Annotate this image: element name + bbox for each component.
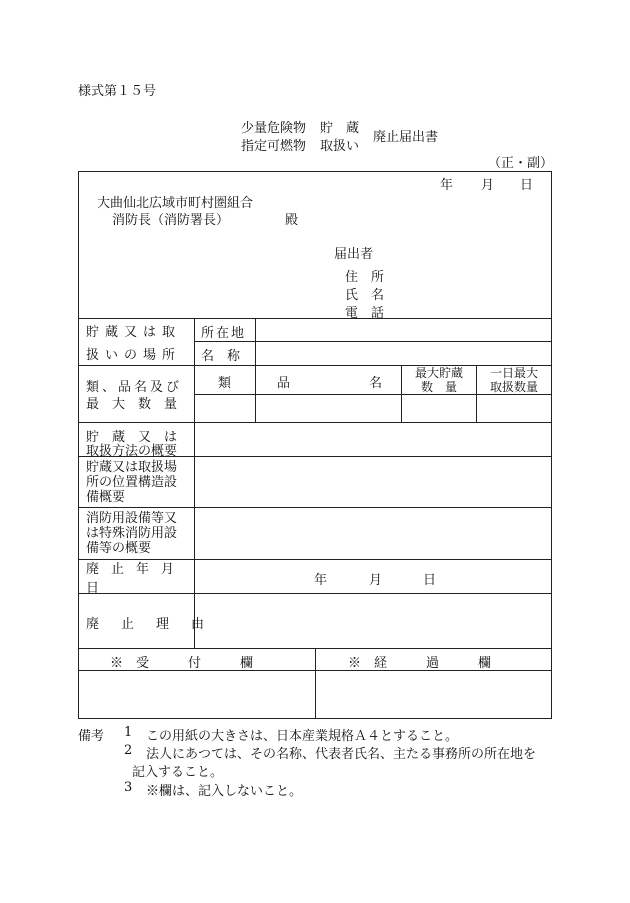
location-address-field[interactable]	[256, 319, 551, 341]
location-name-field[interactable]	[256, 342, 551, 364]
location-address-label: 所在地	[201, 326, 247, 341]
copy-type: （正・副）	[488, 156, 554, 171]
items-label-line2: 最大数量	[86, 397, 191, 412]
note-1-text: この用紙の大きさは、日本産業規格Ａ４とすること。	[146, 729, 459, 744]
header-day: 日	[520, 178, 534, 193]
notifier-address: 住 所	[345, 270, 385, 285]
items-label-line1: 類、品名及び	[86, 380, 183, 395]
fire-label-line1: 消防用設備等又	[86, 511, 178, 526]
structure-label-line3: 備概要	[86, 490, 126, 505]
items-col-daily-line2: 取扱数量	[489, 380, 538, 394]
fire-label-line2: は特殊消防用設	[86, 526, 178, 541]
items-col-daily-line1: 一日最大	[489, 366, 538, 380]
rule	[78, 507, 552, 508]
note-1-num: 1	[124, 725, 133, 740]
structure-label-line2: 所の位置構造設	[86, 475, 178, 490]
items-col-class: 類	[218, 376, 232, 391]
rule	[194, 394, 552, 395]
notifier-name: 氏 名	[345, 288, 385, 303]
title-suffix: 廃止届出書	[373, 130, 439, 145]
items-col-name: 名	[369, 376, 383, 391]
notes-label: 備考	[78, 729, 105, 744]
title-line2-right: 取扱い	[320, 139, 360, 154]
form-number: 様式第１５号	[78, 84, 157, 99]
abolish-date-day: 日	[423, 573, 437, 588]
rule	[194, 318, 195, 648]
reception-header: ※ 受 付 欄	[110, 656, 254, 671]
title-line1-right: 貯 蔵	[320, 121, 360, 136]
location-label-line2: 扱いの場所	[86, 347, 182, 363]
items-col-max-storage-line1: 最大貯蔵	[414, 366, 463, 380]
method-label-line2: 取扱方法の概要	[86, 444, 178, 459]
structure-label-line1: 貯蔵又は取扱場	[86, 460, 178, 475]
abolish-date-month: 月	[369, 573, 383, 588]
note-2-text: 法人にあつては、その名称、代表者氏名、主たる事務所の所在地を	[146, 747, 537, 762]
header-month: 月	[481, 178, 495, 193]
title-line2-left: 指定可燃物	[241, 139, 307, 154]
header-year: 年	[440, 178, 454, 193]
abolish-date-label: 廃止年月日	[86, 562, 187, 596]
notifier-label: 届出者	[334, 247, 374, 262]
rule	[255, 365, 256, 422]
items-col-daily	[477, 366, 551, 394]
structure-label	[86, 460, 177, 505]
items-col-max-storage-line2: 数 量	[420, 380, 457, 394]
fire-label	[86, 511, 177, 556]
rule	[315, 648, 316, 719]
location-label-line1: 貯蔵又は取	[86, 324, 182, 340]
note-3-text: ※欄は、記入しないこと。	[146, 784, 303, 799]
items-col-max-storage	[402, 366, 476, 394]
addressee-honorific: 殿	[285, 213, 299, 228]
notifier-phone: 電 話	[345, 306, 385, 321]
addressee-org: 大曲仙北広域市町村圏組合	[97, 196, 254, 211]
rule	[78, 422, 552, 423]
note-3-num: 3	[124, 780, 133, 795]
items-col-item: 品	[277, 376, 291, 391]
location-name-label: 名 称	[201, 349, 241, 364]
note-2b-text: 記入すること。	[132, 765, 224, 780]
note-2-num: 2	[124, 743, 133, 758]
reason-label: 廃止理由	[86, 617, 227, 632]
addressee-chief: 消防長（消防署長）	[112, 213, 230, 228]
fire-label-line3: 備等の概要	[86, 541, 152, 556]
title-line1-left: 少量危険物	[241, 121, 307, 136]
method-label-line1: 貯 蔵 又 は	[86, 430, 178, 445]
abolish-date-year: 年	[314, 573, 328, 588]
progress-header: ※ 経 過 欄	[348, 656, 492, 671]
